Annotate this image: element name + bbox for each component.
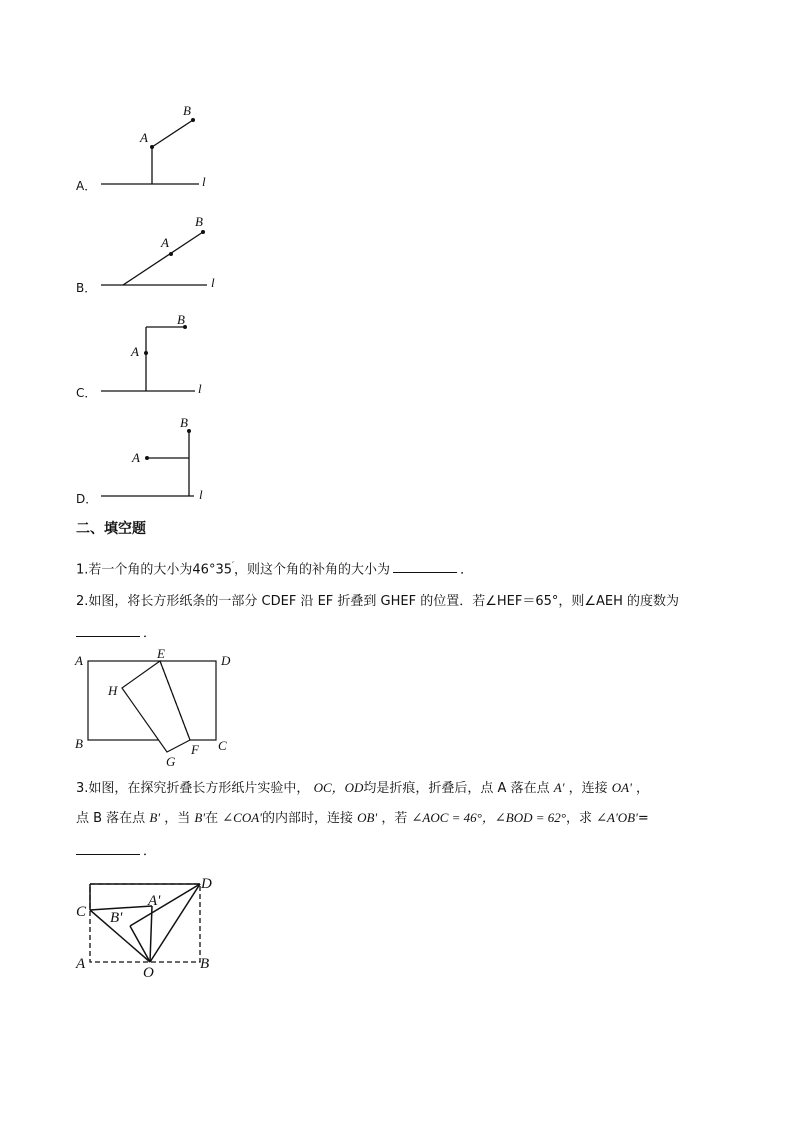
question-text: 若一个角的大小为46°35 (88, 562, 232, 578)
option-c-label: C． (76, 386, 97, 400)
math-expression: OB' (357, 810, 378, 825)
label-c: C (76, 904, 87, 920)
point-b-label: B (180, 415, 188, 430)
math-expression: OC，OD (313, 780, 364, 795)
point-b-label: B (177, 312, 185, 327)
math-expression: OA' (611, 780, 632, 795)
question-3-figure (72, 870, 222, 982)
question-3-line-3 (76, 840, 156, 862)
question-number: 2. (76, 594, 89, 609)
math-expression: B' (149, 810, 161, 825)
point-a-label: A (140, 130, 148, 145)
question-text: ，当 (164, 811, 191, 826)
label-h: H (108, 683, 118, 698)
label-e: E (157, 646, 165, 661)
label-b: B (200, 956, 210, 972)
question-text: 在 (205, 811, 219, 826)
option-b-figure (95, 210, 225, 295)
math-expression: ∠AOC = 46°，∠BOD = 62° (411, 810, 566, 825)
point-a-label: A (161, 235, 169, 250)
label-a-prime: A' (148, 893, 161, 909)
question-number: 1. (76, 562, 89, 578)
line-l-label: l (198, 381, 202, 396)
question-text: 的内部时，连接 (261, 811, 353, 826)
line-l-label: l (202, 174, 206, 189)
question-number: 3. (76, 781, 89, 796)
answer-blank[interactable] (393, 558, 457, 573)
question-text: 均是折痕，折叠后，点 A 落在点 (363, 781, 550, 796)
label-d: D (221, 653, 231, 668)
answer-blank[interactable] (76, 840, 140, 855)
question-text: ，连接 (568, 781, 608, 796)
question-2-line-2 (76, 622, 156, 644)
label-a: A (76, 956, 86, 972)
label-a: A (75, 653, 83, 668)
option-c-figure (95, 310, 225, 400)
math-expression: ∠COA' (222, 810, 262, 825)
label-f: F (191, 742, 199, 757)
line-l-label: l (199, 487, 203, 502)
line-l-label: l (211, 275, 215, 290)
question-3-line-2 (76, 808, 649, 829)
point-b-label: B (183, 103, 191, 118)
question-end: ． (143, 844, 157, 859)
point-b-label: B (195, 214, 203, 229)
point-a-label: A (131, 344, 139, 359)
option-a-figure (95, 100, 225, 195)
label-b: B (75, 736, 83, 751)
label-g: G (166, 754, 176, 769)
question-text: ，则这个角的补角的大小为 (234, 562, 391, 578)
question-text: 点 B 落在点 (76, 811, 146, 826)
question-end: ． (143, 626, 157, 641)
question-end: ． (460, 562, 474, 578)
question-2 (76, 592, 679, 612)
label-d: D (201, 876, 212, 892)
option-d-figure (95, 410, 225, 505)
label-o: O (143, 965, 154, 981)
question-text: = (637, 811, 649, 826)
section-title: 二、填空题 (76, 521, 146, 537)
math-expression: A' (553, 780, 565, 795)
label-c: C (218, 738, 227, 753)
question-text: ，若 (381, 811, 408, 826)
prime-mark: ′ (232, 561, 235, 571)
math-expression: B' (194, 810, 206, 825)
option-b-label: B． (76, 281, 97, 295)
option-a-label: A． (76, 179, 97, 193)
math-expression: ∠A'OB' (596, 810, 638, 825)
question-text: 如图，在探究折叠长方形纸片实验中， (88, 781, 310, 796)
question-2-figure (70, 646, 240, 768)
point-a-label: A (132, 450, 140, 465)
question-text: ，求 (565, 811, 592, 826)
label-b-prime: B' (110, 910, 123, 926)
answer-blank[interactable] (76, 622, 140, 637)
option-d-label: D． (76, 492, 98, 506)
question-text: ， (636, 781, 650, 796)
question-3 (76, 778, 649, 799)
question-1 (76, 556, 473, 580)
question-text: 如图，将长方形纸条的一部分 CDEF 沿 EF 折叠到 GHEF 的位置．若∠HEF＝65°，则∠AEH 的度数为 (88, 594, 680, 609)
